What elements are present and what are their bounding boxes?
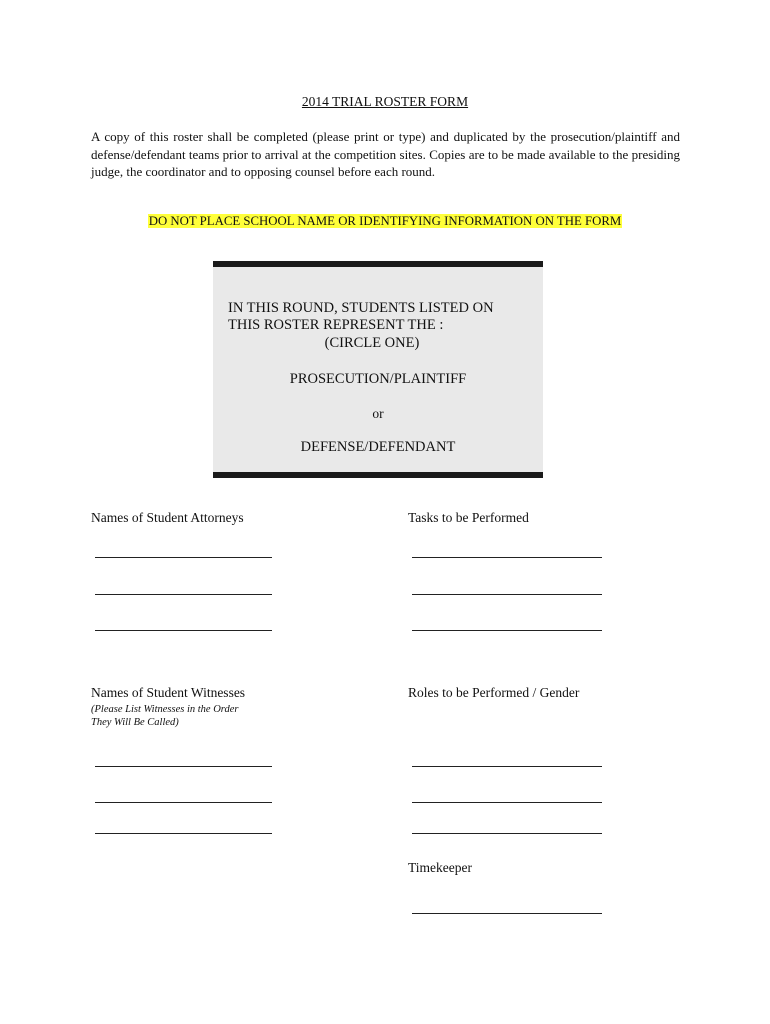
option-defense-defendant[interactable]: DEFENSE/DEFENDANT [300,439,456,455]
option-prosecution-plaintiff[interactable]: PROSECUTION/PLAINTIFF [289,371,467,387]
warning-notice [0,214,770,229]
role-gender-field-2[interactable] [412,802,602,803]
attorney-name-field-2[interactable] [95,594,272,595]
box-heading-line-1: IN THIS ROUND, STUDENTS LISTED ON [228,300,494,316]
witnesses-note-line-1: (Please List Witnesses in the Order [91,704,239,715]
circle-one-instruction: (CIRCLE ONE) [324,335,420,351]
attorney-name-field-1[interactable] [95,557,272,558]
intro-paragraph: A copy of this roster shall be completed (please print or type) and duplicated by the prosecution/plaintiff and defense/defendant teams prior to arrival at the competition sites. Copies are to be made available to the presiding judge, the coordinator and to opposing counsel before each round. [91,129,680,179]
timekeeper-field[interactable] [412,913,602,914]
witnesses-heading: Names of Student Witnesses [91,685,246,700]
role-gender-field-1[interactable] [412,766,602,767]
warning-text: DO NOT PLACE SCHOOL NAME OR IDENTIFYING INFORMATION ON THE FORM [148,214,622,228]
box-heading-line-2: THIS ROSTER REPRESENT THE : [228,317,444,333]
side-selection-box [213,261,543,478]
witness-name-field-3[interactable] [95,833,272,834]
tasks-heading: Tasks to be Performed [408,510,529,525]
witnesses-note-line-2: They Will Be Called) [91,717,179,728]
task-field-1[interactable] [412,557,602,558]
witness-name-field-1[interactable] [95,766,272,767]
task-field-3[interactable] [412,630,602,631]
box-top-border [213,261,543,267]
box-heading [228,300,538,334]
box-bottom-border [213,472,543,478]
attorney-name-field-3[interactable] [95,630,272,631]
role-gender-field-3[interactable] [412,833,602,834]
timekeeper-heading: Timekeeper [408,860,472,875]
form-title: 2014 TRIAL ROSTER FORM [301,94,469,109]
option-separator-or: or [372,406,384,421]
witnesses-order-note [91,703,238,729]
roles-heading: Roles to be Performed / Gender [408,685,580,700]
task-field-2[interactable] [412,594,602,595]
attorneys-heading: Names of Student Attorneys [91,510,244,525]
witness-name-field-2[interactable] [95,802,272,803]
